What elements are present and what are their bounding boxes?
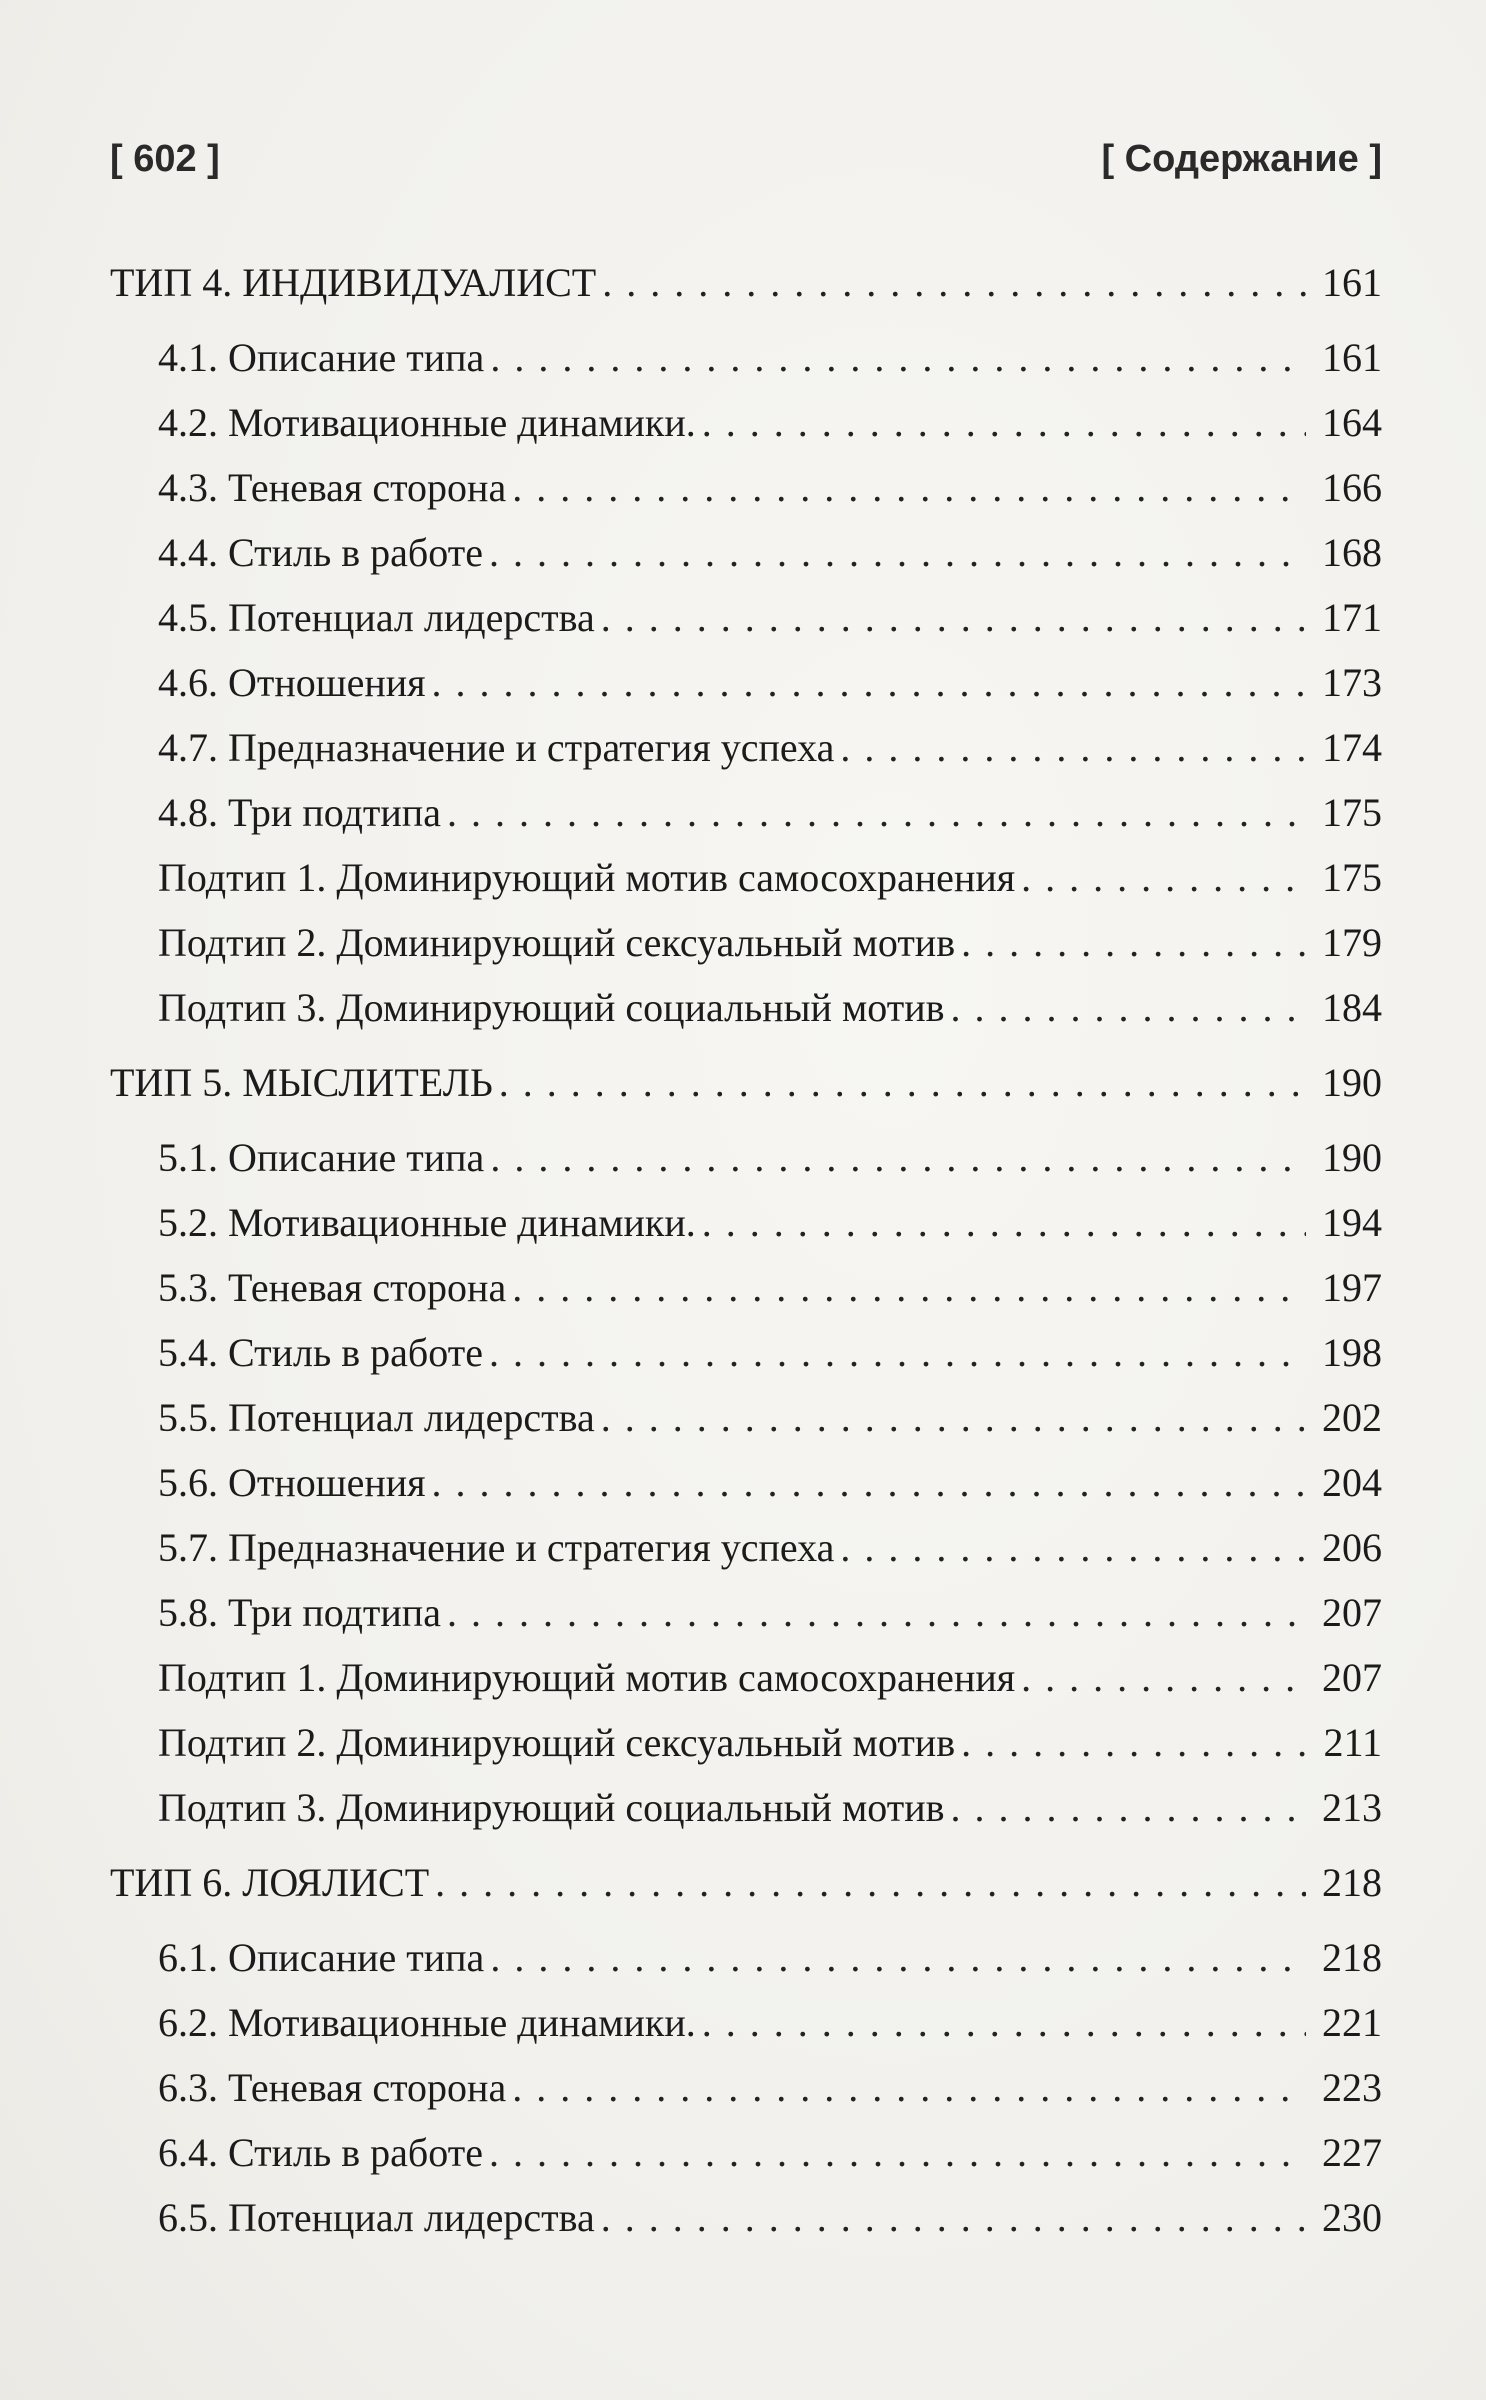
toc-entry-label: 5.2. Мотивационные динамики. — [158, 1200, 696, 1245]
toc-section-entry — [110, 590, 1382, 646]
dot-leader — [961, 915, 1306, 971]
toc-subtype-entry — [110, 915, 1382, 971]
toc-section-entry — [110, 1995, 1382, 2051]
toc-entry-label: 5.8. Три подтипа — [158, 1590, 441, 1635]
dot-leader — [447, 785, 1306, 841]
dot-leader — [702, 1995, 1306, 2051]
toc-entry-label: 4.4. Стиль в работе — [158, 530, 483, 575]
dot-leader — [489, 2125, 1306, 2181]
dot-leader — [951, 1780, 1306, 1836]
toc-entry-page-number: 207 — [1322, 1655, 1382, 1700]
dot-leader — [490, 1130, 1306, 1186]
toc-entry-page-number: 166 — [1322, 465, 1382, 510]
toc-entry-label: 4.8. Три подтипа — [158, 790, 441, 835]
toc-entry-label: Подтип 3. Доминирующий социальный мотив — [158, 1785, 945, 1830]
toc-entry-label: 5.4. Стиль в работе — [158, 1330, 483, 1375]
toc-entry-label: Подтип 1. Доминирующий мотив самосохранения — [158, 855, 1016, 900]
dot-leader — [432, 1455, 1306, 1511]
toc-entry-label: 6.2. Мотивационные динамики. — [158, 2000, 696, 2045]
toc-entry-page-number: 221 — [1322, 2000, 1382, 2045]
toc-entry-label: 4.5. Потенциал лидерства — [158, 595, 595, 640]
toc-section-entry — [110, 1130, 1382, 1186]
toc-entry-page-number: 198 — [1322, 1330, 1382, 1375]
toc-entry-page-number: 174 — [1322, 725, 1382, 770]
toc-entry-page-number: 211 — [1323, 1720, 1382, 1765]
toc-entry-page-number: 171 — [1322, 595, 1382, 640]
toc-section-entry — [110, 2060, 1382, 2116]
toc-entry-page-number: 206 — [1322, 1525, 1382, 1570]
toc-entry-page-number: 179 — [1322, 920, 1382, 965]
toc-entry-label: ТИП 6. ЛОЯЛИСТ — [110, 1860, 430, 1905]
toc-entry-label: 5.1. Описание типа — [158, 1135, 485, 1180]
toc-section-entry — [110, 395, 1382, 451]
toc-entry-page-number: 227 — [1322, 2130, 1382, 2175]
toc-entry-label: 6.1. Описание типа — [158, 1935, 485, 1980]
toc-section-entry — [110, 460, 1382, 516]
dot-leader — [490, 330, 1306, 386]
toc-entry-page-number: 161 — [1322, 335, 1382, 380]
toc-entry-label: 5.3. Теневая сторона — [158, 1265, 507, 1310]
toc-type-entry — [110, 1055, 1382, 1111]
dot-leader — [702, 1195, 1306, 1251]
dot-leader — [702, 395, 1306, 451]
toc-entry-label: 5.5. Потенциал лидерства — [158, 1395, 595, 1440]
dot-leader — [601, 590, 1306, 646]
toc-entry-label: Подтип 2. Доминирующий сексуальный мотив — [158, 1720, 956, 1765]
toc-section-entry — [110, 1520, 1382, 1576]
dot-leader — [512, 460, 1306, 516]
toc-entry-page-number: 184 — [1322, 985, 1382, 1030]
toc-entry-label: 4.3. Теневая сторона — [158, 465, 507, 510]
toc-section-entry — [110, 1930, 1382, 1986]
toc-entry-page-number: 164 — [1322, 400, 1382, 445]
toc-entry-page-number: 197 — [1322, 1265, 1382, 1310]
toc-entry-label: Подтип 1. Доминирующий мотив самосохранения — [158, 1655, 1016, 1700]
dot-leader — [512, 1260, 1306, 1316]
toc-entry-label: 4.1. Описание типа — [158, 335, 485, 380]
dot-leader — [961, 1715, 1306, 1771]
toc-entry-page-number: 194 — [1322, 1200, 1382, 1245]
toc-section-entry — [110, 1390, 1382, 1446]
toc-entry-page-number: 190 — [1322, 1060, 1382, 1105]
toc-entry-label: 6.4. Стиль в работе — [158, 2130, 483, 2175]
dot-leader — [602, 255, 1306, 311]
toc-entry-page-number: 161 — [1322, 260, 1382, 305]
toc-entry-label: Подтип 3. Доминирующий социальный мотив — [158, 985, 945, 1030]
dot-leader — [499, 1055, 1306, 1111]
dot-leader — [432, 655, 1306, 711]
dot-leader — [512, 2060, 1306, 2116]
toc-subtype-entry — [110, 980, 1382, 1036]
toc-entry-page-number: 207 — [1322, 1590, 1382, 1635]
toc-section-entry — [110, 1260, 1382, 1316]
toc-section-entry — [110, 1325, 1382, 1381]
page-header — [110, 138, 1382, 190]
toc-section-entry — [110, 785, 1382, 841]
dot-leader — [951, 980, 1306, 1036]
dot-leader — [489, 525, 1306, 581]
dot-leader — [489, 1325, 1306, 1381]
toc-entry-page-number: 168 — [1322, 530, 1382, 575]
toc-subtype-entry — [110, 1780, 1382, 1836]
toc-entry-page-number: 218 — [1322, 1935, 1382, 1980]
toc-entry-label: 6.3. Теневая сторона — [158, 2065, 507, 2110]
toc-entry-page-number: 223 — [1322, 2065, 1382, 2110]
toc-section-entry — [110, 2190, 1382, 2246]
toc-entry-page-number: 190 — [1322, 1135, 1382, 1180]
toc-entry-page-number: 230 — [1322, 2195, 1382, 2240]
dot-leader — [601, 1390, 1306, 1446]
toc-section-entry — [110, 1585, 1382, 1641]
toc-subtype-entry — [110, 1650, 1382, 1706]
toc-type-entry — [110, 1855, 1382, 1911]
toc-entry-page-number: 175 — [1322, 790, 1382, 835]
toc-entry-label: ТИП 5. МЫСЛИТЕЛЬ — [110, 1060, 493, 1105]
toc-section-entry — [110, 2125, 1382, 2181]
dot-leader — [840, 720, 1306, 776]
toc-section-entry — [110, 1455, 1382, 1511]
toc-entry-page-number: 213 — [1322, 1785, 1382, 1830]
toc-entry-label: ТИП 4. ИНДИВИДУАЛИСТ — [110, 260, 597, 305]
toc-entry-label: 5.7. Предназначение и стратегия успеха — [158, 1525, 835, 1570]
dot-leader — [490, 1930, 1306, 1986]
toc-entry-label: Подтип 2. Доминирующий сексуальный мотив — [158, 920, 956, 965]
dot-leader — [447, 1585, 1306, 1641]
toc-entry-page-number: 175 — [1322, 855, 1382, 900]
toc-section-entry — [110, 330, 1382, 386]
dot-leader — [435, 1855, 1306, 1911]
dot-leader — [840, 1520, 1306, 1576]
toc-section-entry — [110, 720, 1382, 776]
toc-section-entry — [110, 655, 1382, 711]
toc-entry-label: 6.5. Потенциал лидерства — [158, 2195, 595, 2240]
toc-subtype-entry — [110, 850, 1382, 906]
toc-subtype-entry — [110, 1715, 1382, 1771]
dot-leader — [1021, 850, 1306, 906]
toc-section-entry — [110, 525, 1382, 581]
dot-leader — [601, 2190, 1306, 2246]
toc-entry-label: 5.6. Отношения — [158, 1460, 426, 1505]
toc-entry-page-number: 202 — [1322, 1395, 1382, 1440]
toc-section-entry — [110, 1195, 1382, 1251]
toc-entry-page-number: 218 — [1322, 1860, 1382, 1905]
dot-leader — [1021, 1650, 1306, 1706]
toc-entry-label: 4.7. Предназначение и стратегия успеха — [158, 725, 835, 770]
page-number: [ 602 ] — [110, 138, 220, 180]
toc-entry-page-number: 204 — [1322, 1460, 1382, 1505]
section-title: [ Содержание ] — [1101, 138, 1382, 180]
toc-entry-label: 4.2. Мотивационные динамики. — [158, 400, 696, 445]
toc-entry-page-number: 173 — [1322, 660, 1382, 705]
toc-entry-label: 4.6. Отношения — [158, 660, 426, 705]
toc-type-entry — [110, 255, 1382, 311]
